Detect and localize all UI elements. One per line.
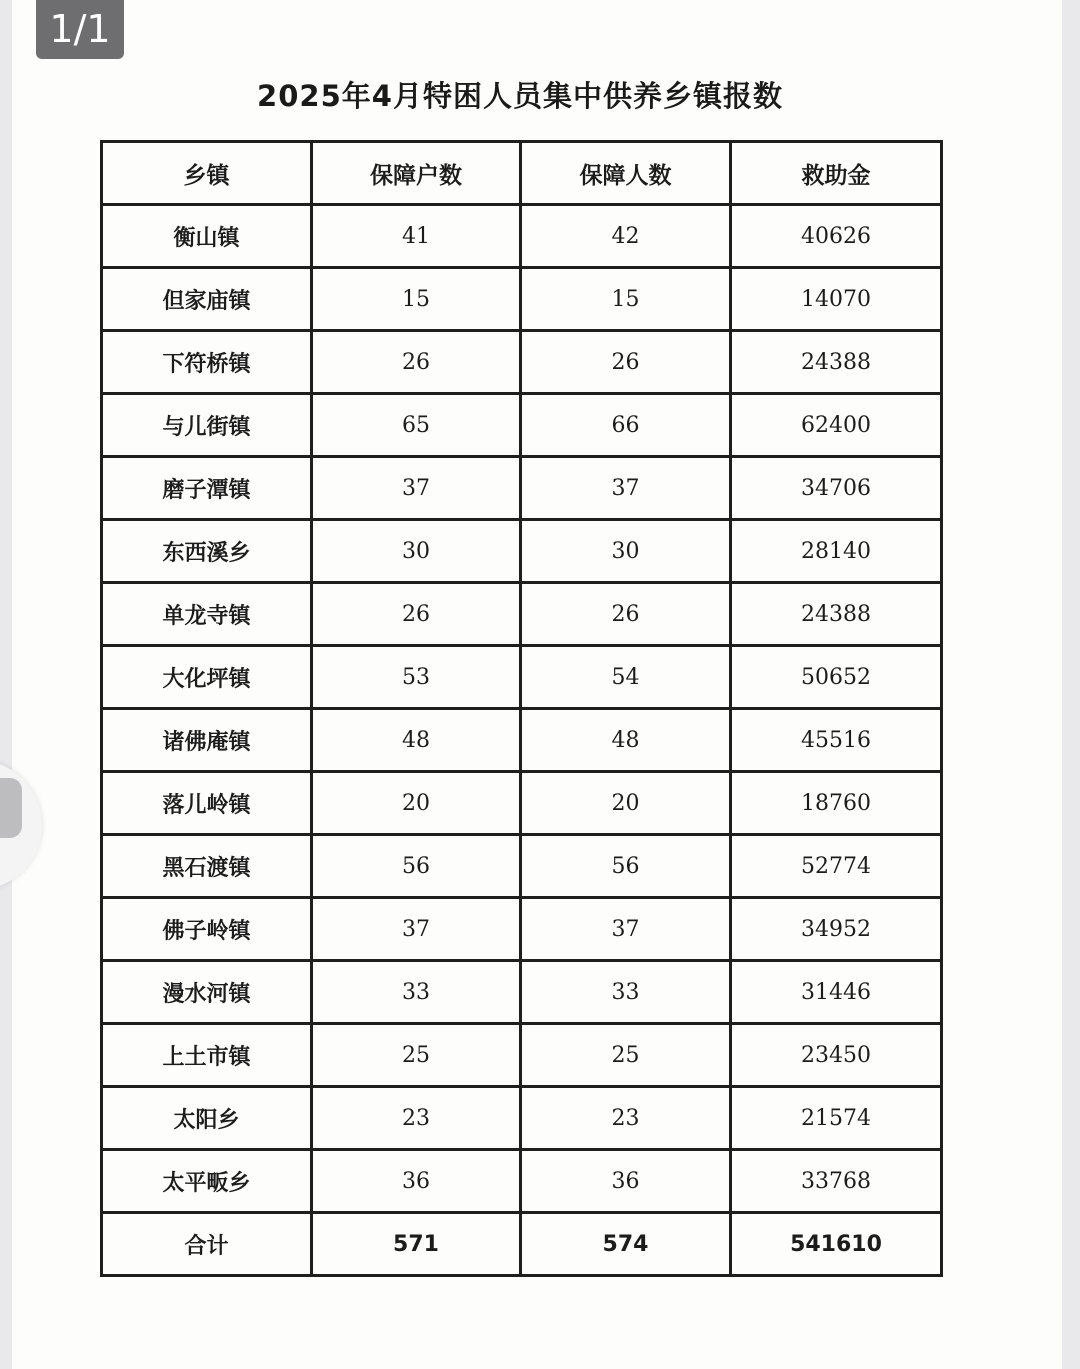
households-cell: 20 [312, 772, 521, 835]
households-cell: 37 [312, 457, 521, 520]
persons-cell: 66 [521, 394, 731, 457]
relief-funds-cell: 45516 [731, 709, 942, 772]
relief-funds-cell: 28140 [731, 520, 942, 583]
persons-cell: 56 [521, 835, 731, 898]
persons-cell: 26 [521, 583, 731, 646]
town-cell: 东西溪乡 [102, 520, 312, 583]
relief-funds-cell: 33768 [731, 1150, 942, 1213]
households-cell: 15 [312, 268, 521, 331]
relief-funds-cell: 31446 [731, 961, 942, 1024]
table-row [102, 646, 942, 709]
households-cell: 25 [312, 1024, 521, 1087]
town-cell: 大化坪镇 [102, 646, 312, 709]
table-row [102, 331, 942, 394]
town-cell: 上土市镇 [102, 1024, 312, 1087]
households-cell: 36 [312, 1150, 521, 1213]
total-relief-funds-cell: 541610 [731, 1213, 942, 1276]
relief-funds-cell: 18760 [731, 772, 942, 835]
persons-cell: 20 [521, 772, 731, 835]
table-row [102, 268, 942, 331]
page-indicator: 1/1 [36, 0, 124, 59]
relief-funds-cell: 14070 [731, 268, 942, 331]
table-row [102, 898, 942, 961]
relief-funds-cell: 24388 [731, 331, 942, 394]
households-cell: 48 [312, 709, 521, 772]
table-row [102, 583, 942, 646]
town-cell: 磨子潭镇 [102, 457, 312, 520]
persons-cell: 25 [521, 1024, 731, 1087]
relief-funds-cell: 40626 [731, 205, 942, 268]
town-cell: 佛子岭镇 [102, 898, 312, 961]
town-cell: 黑石渡镇 [102, 835, 312, 898]
column-header-households: 保障户数 [312, 142, 521, 205]
relief-funds-cell: 24388 [731, 583, 942, 646]
relief-funds-cell: 21574 [731, 1087, 942, 1150]
report-table [100, 140, 943, 1277]
town-cell: 落儿岭镇 [102, 772, 312, 835]
persons-cell: 37 [521, 457, 731, 520]
total-households-cell: 571 [312, 1213, 521, 1276]
side-drawer-grip-icon [0, 778, 22, 838]
table-row [102, 394, 942, 457]
relief-funds-cell: 34706 [731, 457, 942, 520]
households-cell: 56 [312, 835, 521, 898]
column-header-persons: 保障人数 [521, 142, 731, 205]
town-cell: 诸佛庵镇 [102, 709, 312, 772]
relief-funds-cell: 50652 [731, 646, 942, 709]
relief-funds-cell: 52774 [731, 835, 942, 898]
households-cell: 23 [312, 1087, 521, 1150]
table-header-row [102, 142, 942, 205]
town-cell: 单龙寺镇 [102, 583, 312, 646]
persons-cell: 33 [521, 961, 731, 1024]
town-cell: 太平畈乡 [102, 1150, 312, 1213]
table-row [102, 520, 942, 583]
table-row [102, 457, 942, 520]
relief-funds-cell: 34952 [731, 898, 942, 961]
town-cell: 但家庙镇 [102, 268, 312, 331]
total-persons-cell: 574 [521, 1213, 731, 1276]
relief-funds-cell: 62400 [731, 394, 942, 457]
persons-cell: 36 [521, 1150, 731, 1213]
town-cell: 下符桥镇 [102, 331, 312, 394]
total-label-cell: 合计 [102, 1213, 312, 1276]
table-row [102, 835, 942, 898]
total-row [102, 1213, 942, 1276]
column-header-relief-funds: 救助金 [731, 142, 942, 205]
households-cell: 65 [312, 394, 521, 457]
relief-funds-cell: 23450 [731, 1024, 942, 1087]
households-cell: 37 [312, 898, 521, 961]
column-header-town: 乡镇 [102, 142, 312, 205]
table-row [102, 205, 942, 268]
households-cell: 30 [312, 520, 521, 583]
persons-cell: 26 [521, 331, 731, 394]
persons-cell: 42 [521, 205, 731, 268]
households-cell: 53 [312, 646, 521, 709]
document-title: 2025年4月特困人员集中供养乡镇报数 [257, 79, 783, 113]
persons-cell: 30 [521, 520, 731, 583]
table-row [102, 1087, 942, 1150]
persons-cell: 54 [521, 646, 731, 709]
households-cell: 26 [312, 331, 521, 394]
table-row [102, 1150, 942, 1213]
table-row [102, 709, 942, 772]
households-cell: 33 [312, 961, 521, 1024]
persons-cell: 23 [521, 1087, 731, 1150]
town-cell: 太阳乡 [102, 1087, 312, 1150]
table-row [102, 772, 942, 835]
table-row [102, 961, 942, 1024]
persons-cell: 48 [521, 709, 731, 772]
town-cell: 与儿街镇 [102, 394, 312, 457]
persons-cell: 37 [521, 898, 731, 961]
town-cell: 漫水河镇 [102, 961, 312, 1024]
town-cell: 衡山镇 [102, 205, 312, 268]
persons-cell: 15 [521, 268, 731, 331]
households-cell: 26 [312, 583, 521, 646]
table-row [102, 1024, 942, 1087]
households-cell: 41 [312, 205, 521, 268]
